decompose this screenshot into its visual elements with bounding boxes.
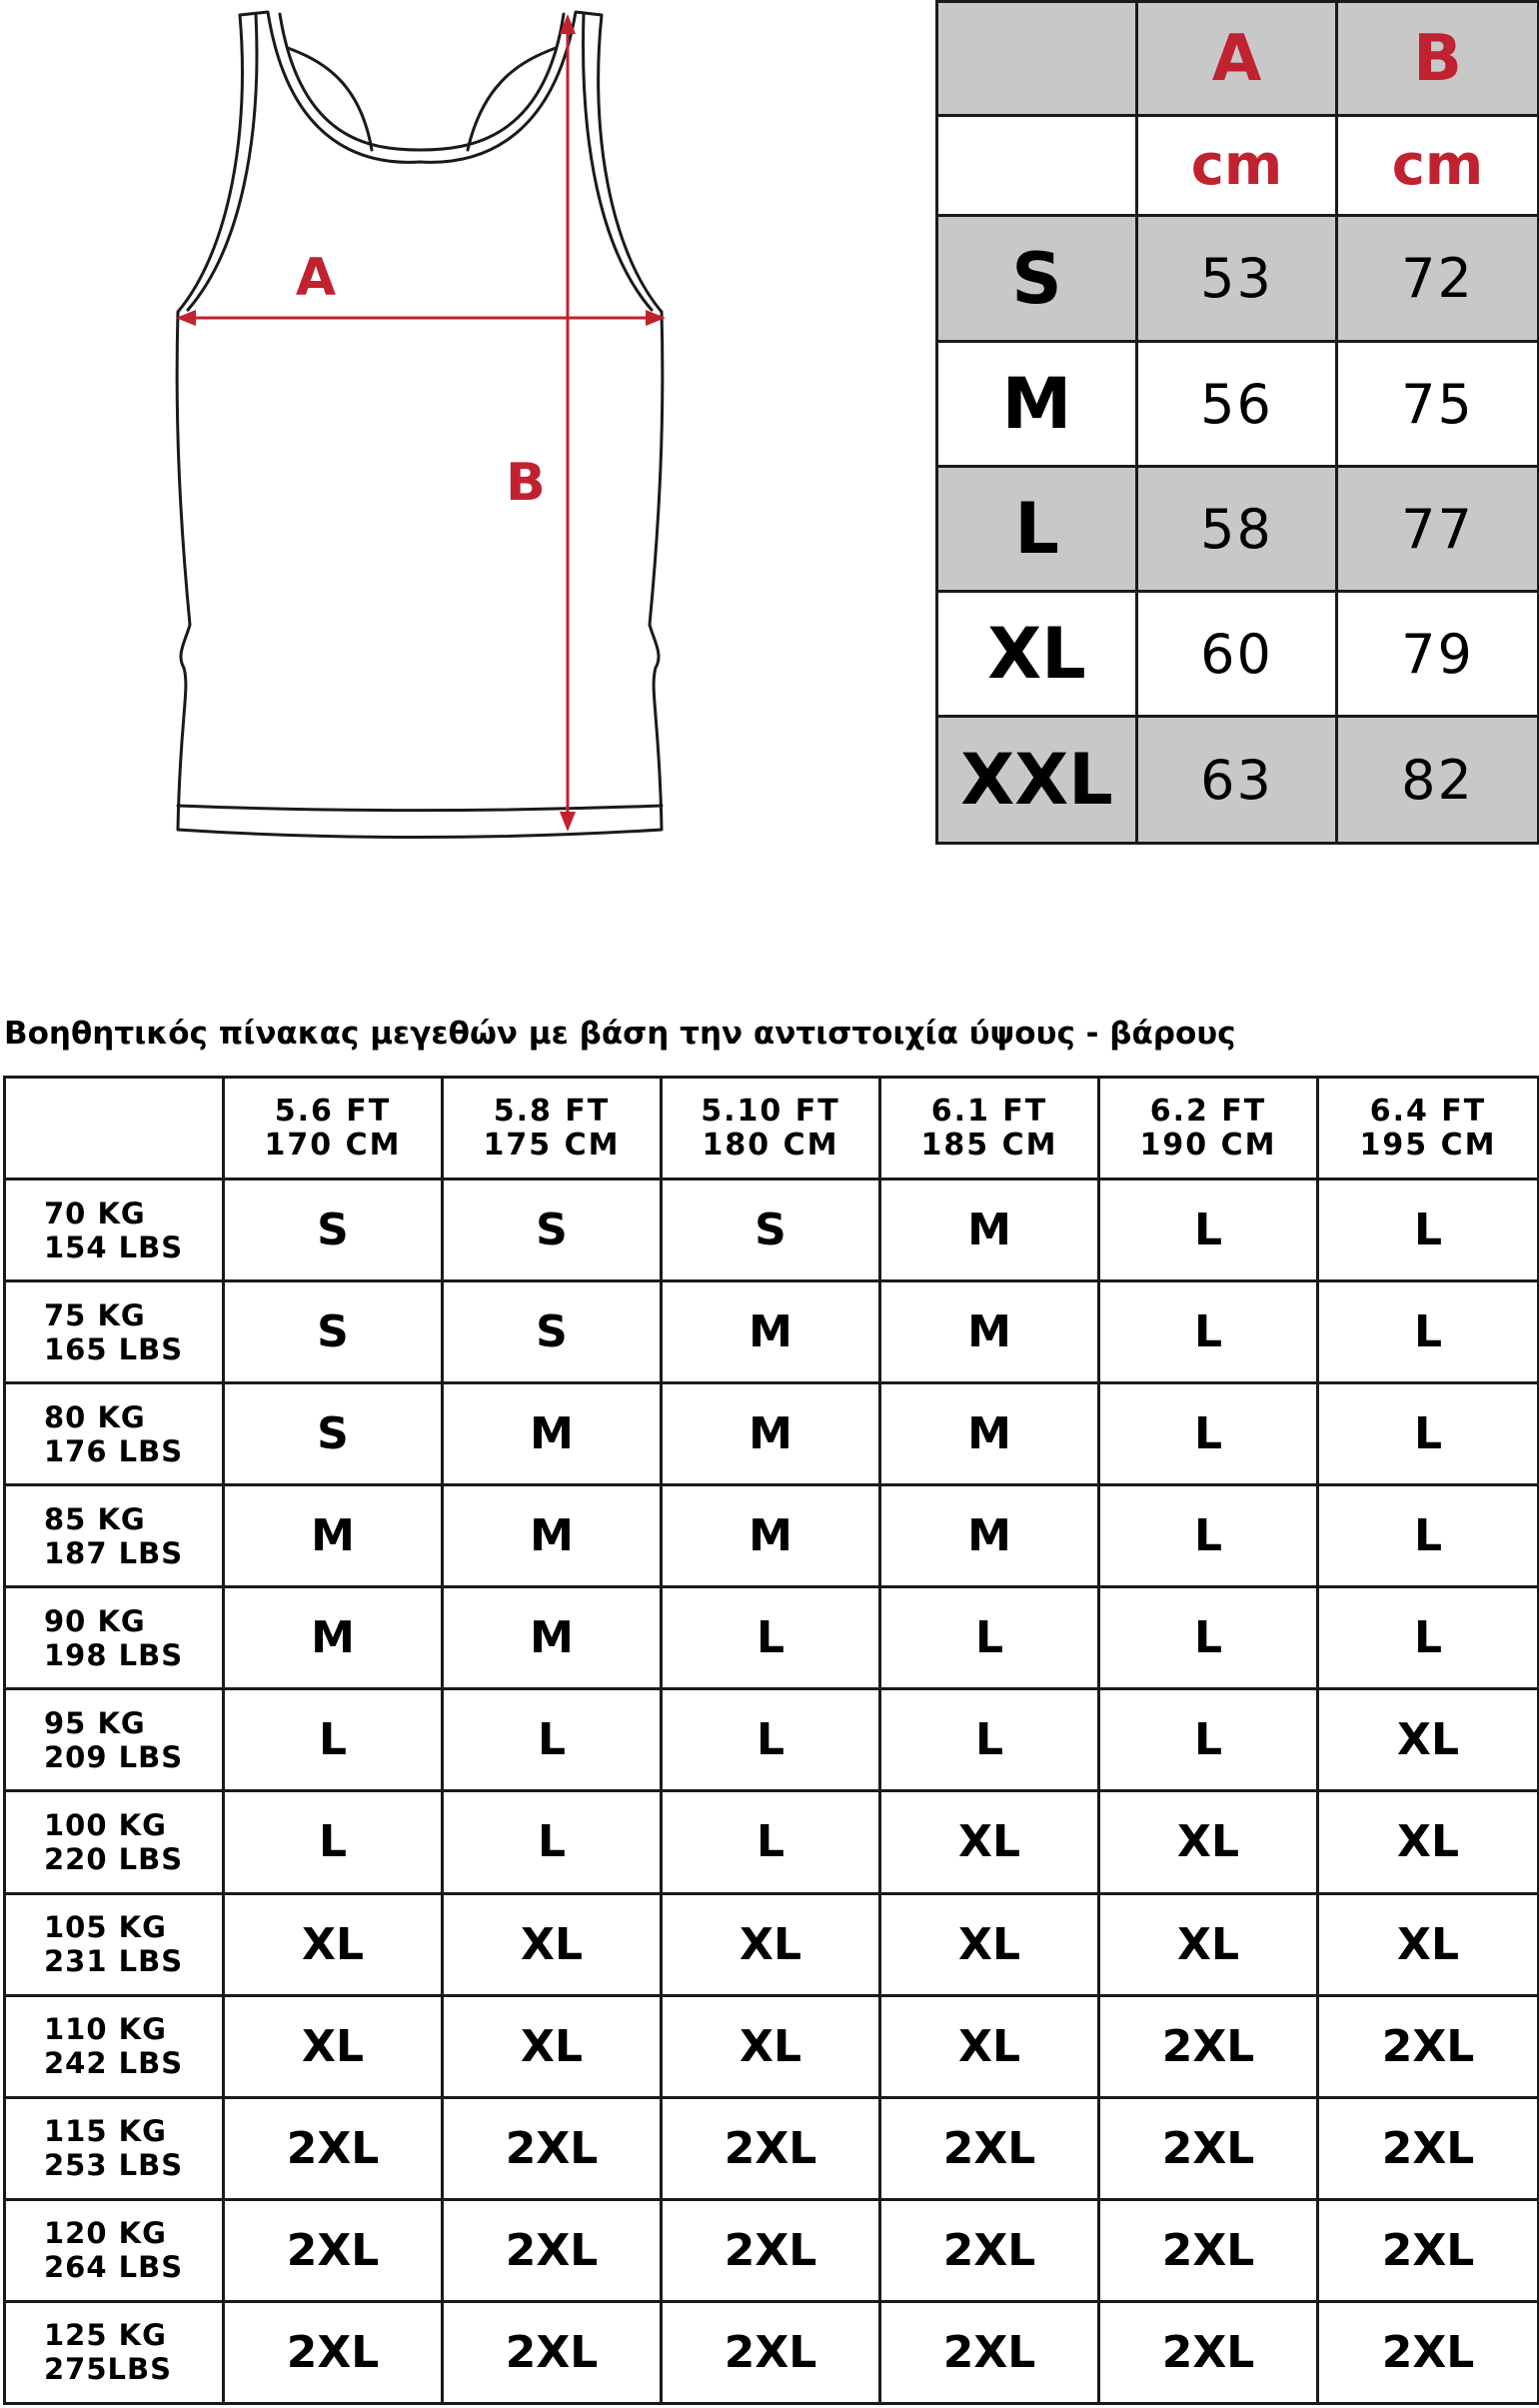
size-cell: 2XL xyxy=(1318,2301,1539,2403)
height-ft: 5.8 FT xyxy=(493,1093,611,1129)
height-cm: 195 CM xyxy=(1359,1127,1497,1163)
measure-b: 77 xyxy=(1337,467,1539,592)
weight-kg: 70 KG xyxy=(44,1196,146,1230)
size-cell: L xyxy=(880,1587,1099,1689)
size-cell: 2XL xyxy=(224,2199,443,2301)
size-name: M xyxy=(937,342,1137,467)
weight-lbs: 220 LBS xyxy=(44,1841,184,1876)
height-ft: 6.1 FT xyxy=(930,1093,1048,1129)
height-cm: 185 CM xyxy=(920,1127,1058,1163)
weight-lbs: 209 LBS xyxy=(44,1739,184,1774)
size-name: L xyxy=(937,467,1137,592)
weight-kg: 85 KG xyxy=(44,1501,146,1536)
weight-header xyxy=(5,1281,224,1383)
size-cell: L xyxy=(1099,1587,1318,1689)
height-header xyxy=(880,1078,1099,1180)
size-cell: 2XL xyxy=(1099,2301,1318,2403)
table-row xyxy=(5,1893,1539,1995)
table-row xyxy=(937,717,1539,844)
size-cell: L xyxy=(1099,1689,1318,1791)
measure-a: 60 xyxy=(1137,592,1337,717)
size-cell: XL xyxy=(1318,1893,1539,1995)
size-cell: S xyxy=(224,1383,443,1485)
weight-kg: 95 KG xyxy=(44,1705,146,1740)
weight-header xyxy=(5,2199,224,2301)
size-cell: 2XL xyxy=(443,2199,662,2301)
size-cell: L xyxy=(224,1791,443,1893)
size-cell: L xyxy=(1099,1485,1318,1587)
weight-lbs: 154 LBS xyxy=(44,1229,184,1264)
size-cell: S xyxy=(224,1180,443,1281)
size-cell: XL xyxy=(662,1893,880,1995)
height-cm: 170 CM xyxy=(264,1127,402,1163)
table-row xyxy=(5,1995,1539,2097)
measurement-arrows xyxy=(176,14,666,832)
size-cell: S xyxy=(224,1281,443,1383)
unit-a: cm xyxy=(1137,116,1337,216)
size-cell: 2XL xyxy=(1318,2097,1539,2199)
size-cell: 2XL xyxy=(1318,2199,1539,2301)
table-row xyxy=(937,216,1539,342)
size-cell: L xyxy=(224,1689,443,1791)
size-cell: L xyxy=(1099,1281,1318,1383)
size-cell: 2XL xyxy=(1318,1995,1539,2097)
weight-kg: 80 KG xyxy=(44,1399,146,1434)
weight-kg: 115 KG xyxy=(44,2114,167,2149)
size-cell: XL xyxy=(880,1791,1099,1893)
height-header xyxy=(443,1078,662,1180)
size-cell: 2XL xyxy=(880,2097,1099,2199)
weight-header xyxy=(5,1893,224,1995)
table-row xyxy=(5,1281,1539,1383)
guide-title: Βοηθητικός πίνακας μεγεθών με βάση την αντιστοιχία ύψους - βάρους xyxy=(4,1016,1236,1052)
measure-b: 82 xyxy=(1337,717,1539,844)
weight-kg: 90 KG xyxy=(44,1603,146,1638)
weight-lbs: 198 LBS xyxy=(44,1637,184,1672)
size-cell: M xyxy=(880,1281,1099,1383)
height-cm: 175 CM xyxy=(483,1127,621,1163)
size-cell: M xyxy=(443,1587,662,1689)
measure-a: 58 xyxy=(1137,467,1337,592)
height-cm: 190 CM xyxy=(1139,1127,1277,1163)
size-cell: M xyxy=(880,1485,1099,1587)
height-header xyxy=(1099,1078,1318,1180)
size-cell: XL xyxy=(662,1995,880,2097)
table-row xyxy=(5,1689,1539,1791)
weight-kg: 100 KG xyxy=(44,1807,167,1842)
height-ft: 6.4 FT xyxy=(1369,1093,1487,1129)
weight-header xyxy=(5,1995,224,2097)
weight-header xyxy=(5,1485,224,1587)
size-cell: 2XL xyxy=(224,2097,443,2199)
measure-b: 72 xyxy=(1337,216,1539,342)
size-cell: XL xyxy=(1318,1791,1539,1893)
weight-kg: 110 KG xyxy=(44,2012,167,2047)
size-cell: XL xyxy=(880,1995,1099,2097)
size-cell: L xyxy=(1318,1281,1539,1383)
size-cell: XL xyxy=(224,1995,443,2097)
size-cell: L xyxy=(443,1791,662,1893)
size-cell: L xyxy=(1318,1180,1539,1281)
size-cell: L xyxy=(880,1689,1099,1791)
weight-lbs: 242 LBS xyxy=(44,2046,184,2081)
size-name: XXL xyxy=(937,717,1137,844)
size-cell: 2XL xyxy=(880,2301,1099,2403)
measure-a: 56 xyxy=(1137,342,1337,467)
size-cell: L xyxy=(662,1587,880,1689)
dimension-label-b: B xyxy=(506,453,546,513)
tank-top-outline xyxy=(177,12,663,838)
size-cell: M xyxy=(662,1383,880,1485)
measurement-header-row xyxy=(937,2,1539,116)
size-name: XL xyxy=(937,592,1137,717)
size-cell: 2XL xyxy=(1099,1995,1318,2097)
weight-kg: 120 KG xyxy=(44,2216,167,2251)
size-cell: 2XL xyxy=(662,2301,880,2403)
weight-header xyxy=(5,2097,224,2199)
table-row xyxy=(5,1383,1539,1485)
measure-b: 79 xyxy=(1337,592,1539,717)
height-ft: 5.10 FT xyxy=(701,1093,840,1129)
size-name: S xyxy=(937,216,1137,342)
weight-header xyxy=(5,1587,224,1689)
size-cell: M xyxy=(880,1180,1099,1281)
size-cell: L xyxy=(1099,1383,1318,1485)
height-header-row xyxy=(5,1078,1539,1180)
size-cell: L xyxy=(662,1689,880,1791)
weight-lbs: 176 LBS xyxy=(44,1433,184,1468)
weight-lbs: 165 LBS xyxy=(44,1331,184,1366)
weight-lbs: 275LBS xyxy=(44,2352,173,2387)
weight-lbs: 231 LBS xyxy=(44,1944,184,1979)
size-cell: M xyxy=(662,1281,880,1383)
measure-b: 75 xyxy=(1337,342,1539,467)
tank-top-diagram xyxy=(0,0,919,860)
height-cm: 180 CM xyxy=(702,1127,839,1163)
height-weight-table xyxy=(3,1076,1539,2405)
size-cell: XL xyxy=(1318,1689,1539,1791)
size-cell: S xyxy=(662,1180,880,1281)
empty-header-cell xyxy=(937,2,1137,116)
size-cell: M xyxy=(880,1383,1099,1485)
size-cell: XL xyxy=(443,1995,662,2097)
size-cell: XL xyxy=(1099,1893,1318,1995)
weight-kg: 105 KG xyxy=(44,1910,167,1945)
size-cell: L xyxy=(1318,1587,1539,1689)
table-row xyxy=(937,592,1539,717)
measurement-unit-row xyxy=(937,116,1539,216)
unit-b: cm xyxy=(1337,116,1539,216)
empty-corner-cell xyxy=(5,1078,224,1180)
table-row xyxy=(5,1180,1539,1281)
size-cell: 2XL xyxy=(443,2097,662,2199)
size-cell: S xyxy=(443,1180,662,1281)
weight-header xyxy=(5,1689,224,1791)
size-cell: M xyxy=(662,1485,880,1587)
size-cell: 2XL xyxy=(443,2301,662,2403)
size-cell: XL xyxy=(443,1893,662,1995)
weight-kg: 75 KG xyxy=(44,1297,146,1332)
size-cell: L xyxy=(443,1689,662,1791)
size-cell: 2XL xyxy=(224,2301,443,2403)
size-cell: XL xyxy=(880,1893,1099,1995)
weight-header xyxy=(5,2301,224,2403)
size-cell: S xyxy=(443,1281,662,1383)
measurement-table xyxy=(935,0,1539,845)
size-cell: XL xyxy=(1099,1791,1318,1893)
table-row xyxy=(5,1587,1539,1689)
weight-lbs: 253 LBS xyxy=(44,2148,184,2183)
header-b: B xyxy=(1337,2,1539,116)
table-row xyxy=(937,342,1539,467)
weight-kg: 125 KG xyxy=(44,2318,167,2353)
size-cell: M xyxy=(443,1485,662,1587)
table-row xyxy=(5,2301,1539,2403)
size-cell: L xyxy=(662,1791,880,1893)
size-cell: 2XL xyxy=(662,2097,880,2199)
weight-header xyxy=(5,1383,224,1485)
size-cell: 2XL xyxy=(1099,2097,1318,2199)
size-cell: 2XL xyxy=(880,2199,1099,2301)
dimension-label-a: A xyxy=(295,248,337,308)
empty-unit-cell xyxy=(937,116,1137,216)
table-row xyxy=(937,467,1539,592)
measure-a: 53 xyxy=(1137,216,1337,342)
measure-a: 63 xyxy=(1137,717,1337,844)
size-cell: M xyxy=(224,1587,443,1689)
table-row xyxy=(5,2097,1539,2199)
height-header xyxy=(662,1078,880,1180)
weight-lbs: 187 LBS xyxy=(44,1535,184,1570)
table-row xyxy=(5,1791,1539,1893)
size-cell: L xyxy=(1318,1383,1539,1485)
header-a: A xyxy=(1137,2,1337,116)
size-cell: L xyxy=(1099,1180,1318,1281)
size-cell: M xyxy=(443,1383,662,1485)
table-row xyxy=(5,2199,1539,2301)
size-cell: XL xyxy=(224,1893,443,1995)
weight-lbs: 264 LBS xyxy=(44,2250,184,2285)
weight-header xyxy=(5,1791,224,1893)
table-row xyxy=(5,1485,1539,1587)
height-header xyxy=(1318,1078,1539,1180)
height-ft: 5.6 FT xyxy=(274,1093,392,1129)
size-cell: 2XL xyxy=(662,2199,880,2301)
height-header xyxy=(224,1078,443,1180)
height-ft: 6.2 FT xyxy=(1149,1093,1267,1129)
weight-header xyxy=(5,1180,224,1281)
size-cell: M xyxy=(224,1485,443,1587)
size-cell: L xyxy=(1318,1485,1539,1587)
size-cell: 2XL xyxy=(1099,2199,1318,2301)
